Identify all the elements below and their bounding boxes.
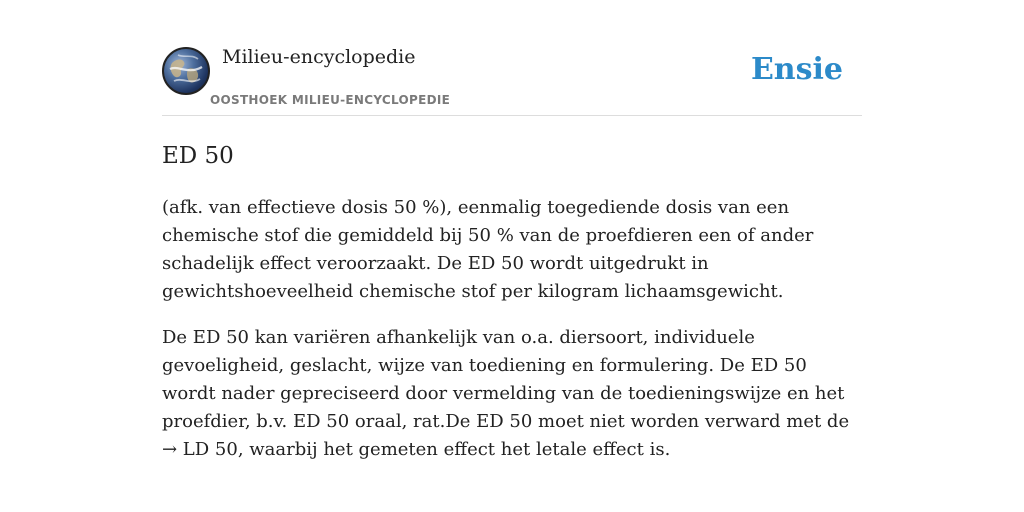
definition-paragraph xyxy=(162,324,862,464)
entry-page xyxy=(162,46,862,482)
header xyxy=(162,46,862,116)
source-title[interactable]: Milieu-encyclopedie xyxy=(222,46,416,68)
ld50-link[interactable]: → LD 50 xyxy=(162,439,238,460)
entry-title: ED 50 xyxy=(162,143,234,169)
definition-text: De ED 50 kan variëren afhankelijk van o.a. diersoort, individuele gevoeligheid, geslacht, wijze van toediening en formulering. De ED 50 wordt nader gepreciseerd door vermelding van de toedieningswijze en het proefdier, b.v. ED 50 oraal, rat.De ED 50 moet niet worden verward met de xyxy=(162,327,850,432)
entry-definition xyxy=(162,194,862,464)
earth-globe-icon[interactable] xyxy=(162,47,210,95)
brand-logo[interactable]: Ensie xyxy=(750,52,843,87)
definition-text: , waarbij het gemeten effect het letale effect is. xyxy=(237,439,671,460)
definition-paragraph: (afk. van effectieve dosis 50 %), eenmalig toegediende dosis van een chemische stof die gemiddeld bij 50 % van de proefdieren een of ander schadelijk effect veroorzaakt. De ED 50 wordt uitgedrukt in gewichtshoeveelheid chemische stof per kilogram lichaamsgewicht. xyxy=(162,197,814,302)
source-subtitle: OOSTHOEK MILIEU-ENCYCLOPEDIE xyxy=(210,93,451,107)
